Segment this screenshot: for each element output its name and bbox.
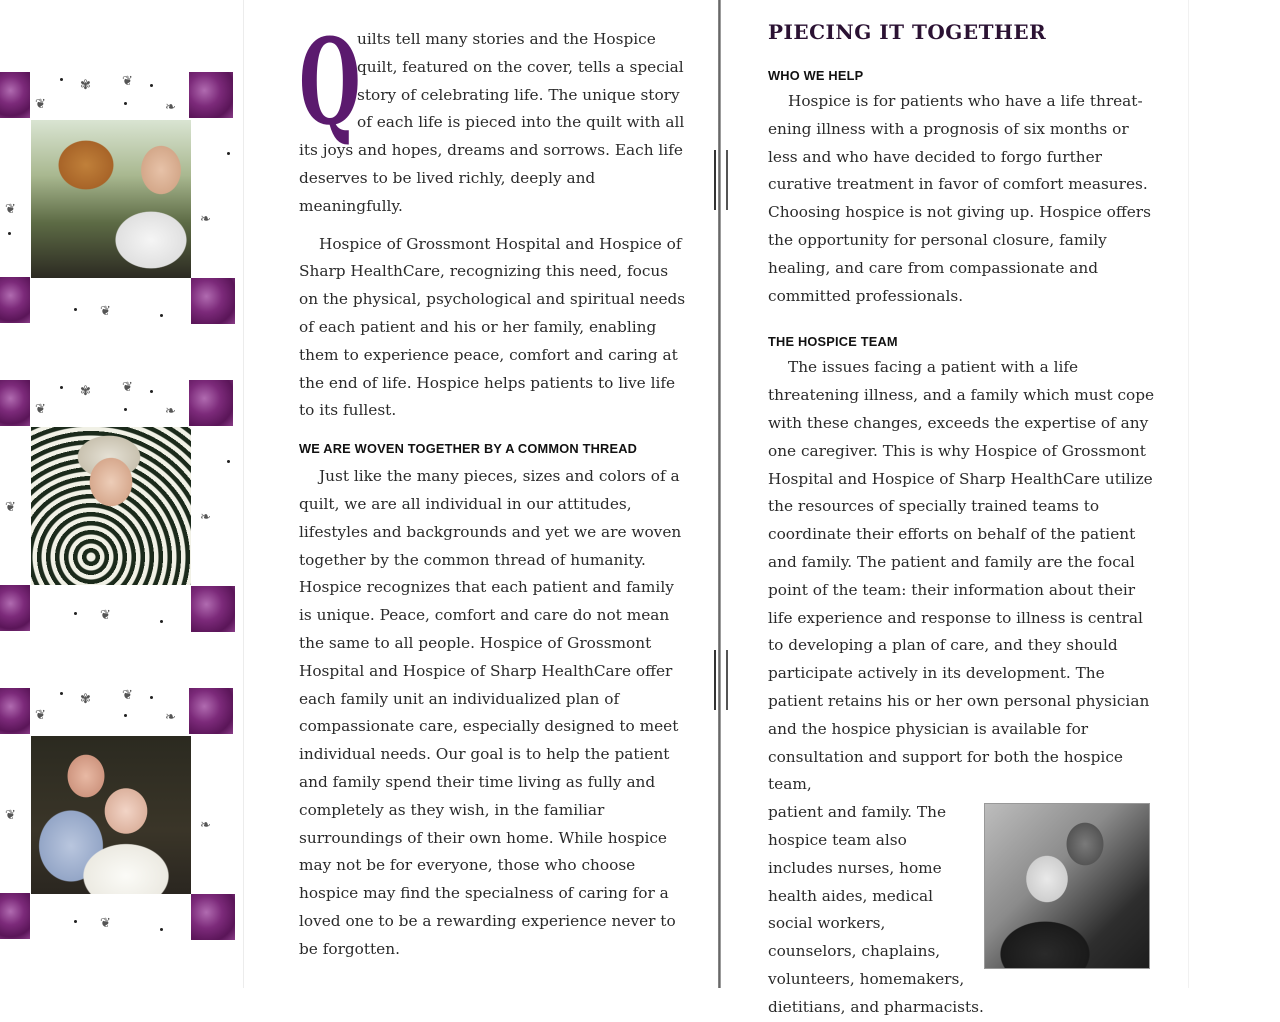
dot xyxy=(227,460,230,463)
quilt-patch xyxy=(189,72,233,118)
quilt-patch xyxy=(189,688,233,734)
quilt-patch xyxy=(0,72,30,118)
quilt-block-3 xyxy=(0,688,236,946)
dot xyxy=(60,386,63,389)
dot xyxy=(160,620,163,623)
dot xyxy=(150,696,153,699)
photo-team-embrace xyxy=(984,803,1150,969)
quilt-patch xyxy=(191,278,235,324)
leaf-motif-icon: ❧ xyxy=(200,510,211,525)
hospice-team-paragraph: The issues facing a patient with a life threatening illness, and a family which must cope with these changes, exceeds the expertise of any one caregiver. This is why Hospice of Grossmont Hospital and Hospice of Sharp HealthCare utilize the resources of specially trained teams to coordinate their efforts on behalf of the patient and family. The patient and family are the focal point of the team: their information about their life experience and response to illness is central to developing a plan of care, and they should participate actively in its development. The patient retains his or her own personal physician and the hospice physician is available for consultation and support for both the hospice team, xyxy=(768,358,1155,794)
dot xyxy=(74,308,77,311)
leaf-motif-icon: ❧ xyxy=(200,212,211,227)
leaf-motif-icon: ❦ xyxy=(100,304,111,319)
dot xyxy=(227,152,230,155)
quilt-patch xyxy=(0,688,30,734)
dot xyxy=(160,928,163,931)
section-heading-woven: WE ARE WOVEN TOGETHER BY A COMMON THREAD xyxy=(299,441,638,457)
leaf-motif-icon: ❦ xyxy=(35,708,46,723)
quilt-patch xyxy=(0,585,30,631)
leaf-motif-icon: ✾ xyxy=(80,692,91,707)
dot xyxy=(74,612,77,615)
leaf-motif-icon: ❧ xyxy=(165,404,176,419)
drop-cap: Q xyxy=(299,12,361,151)
leaf-motif-icon: ✾ xyxy=(80,384,91,399)
photo-elderly-woman xyxy=(31,427,191,585)
hospice-team-members: patient and family. The hospice team also includes nurses, home health aides, medical social workers, counselors, chaplains, volunteers, homemakers, dietitians, and pharmacists. xyxy=(768,803,984,1016)
section-heading-who-we-help: WHO WE HELP xyxy=(768,68,864,83)
panel-divider xyxy=(243,0,244,988)
leaf-motif-icon: ❦ xyxy=(100,608,111,623)
photo-hand-kiss xyxy=(31,120,191,278)
leaf-motif-icon: ❦ xyxy=(5,202,16,217)
leaf-motif-icon: ❦ xyxy=(35,97,46,112)
who-we-help-paragraph: Hospice is for patients who have a life threat-ening illness with a prognosis of six months or less and who have decided to forgo further curative treatment in favor of comfort measures. Choosing hospice is not giving up. Hospice offers the opportunity for personal closure, family healing, and care from compassionate and committed professionals. xyxy=(768,92,1151,305)
leaf-motif-icon: ❦ xyxy=(5,500,16,515)
dot xyxy=(124,714,127,717)
photo-elderly-couple xyxy=(31,736,191,894)
dot xyxy=(150,84,153,87)
dot xyxy=(60,78,63,81)
quilt-patch xyxy=(189,380,233,426)
dot xyxy=(74,920,77,923)
right-column xyxy=(768,18,1158,1022)
middle-column xyxy=(299,12,689,964)
leaf-motif-icon: ❦ xyxy=(122,688,133,703)
leaf-motif-icon: ❦ xyxy=(5,808,16,823)
quilt-patch xyxy=(0,380,30,426)
dot xyxy=(124,408,127,411)
dot xyxy=(8,232,11,235)
staple-bottom xyxy=(714,650,728,710)
leaf-motif-icon: ❦ xyxy=(35,402,46,417)
leaf-motif-icon: ❧ xyxy=(165,100,176,115)
page-edge xyxy=(1188,0,1189,988)
dot xyxy=(160,314,163,317)
quilt-patch xyxy=(0,277,30,323)
dot xyxy=(150,390,153,393)
leaf-motif-icon: ❧ xyxy=(165,710,176,725)
mission-paragraph: Hospice of Grossmont Hospital and Hospice of Sharp HealthCare, recognizing this need, focus on the physical, psychological and spiritual needs of each patient and his or her family, enabling them to experience peace, comfort and caring at the end of life. Hospice helps patients to live life to its fullest. xyxy=(299,234,686,420)
quilt-patch xyxy=(191,586,235,632)
leaf-motif-icon: ❧ xyxy=(200,818,211,833)
leaf-motif-icon: ✾ xyxy=(80,78,91,93)
section-heading-hospice-team: THE HOSPICE TEAM xyxy=(768,334,898,350)
dot xyxy=(124,102,127,105)
leaf-motif-icon: ❦ xyxy=(100,916,111,931)
center-fold xyxy=(718,0,721,988)
leaf-motif-icon: ❦ xyxy=(122,74,133,89)
staple-top xyxy=(714,150,728,210)
woven-paragraph: Just like the many pieces, sizes and colors of a quilt, we are all individual in our attitudes, lifestyles and backgrounds and yet we are woven together by the common thread of humanity. Hospice recognizes that each patient and family is unique. Peace, comfort and care do not mean the same to all people. Hospice of Grossmont Hospital and Hospice of Sharp HealthCare offer each family unit an individualized plan of compassionate care, especially designed to meet individual needs. Our goal is to help the patient and family spend their time living as fully and completely as they wish, in the familiar surroundings of their own home. While hospice may not be for everyone, those who choose hospice may find the specialness of caring for a loved one to be a rewarding experience never to be forgotten. xyxy=(299,467,682,958)
quilt-patch xyxy=(191,894,235,940)
quilt-block-1 xyxy=(0,72,236,330)
intro-paragraph: uilts tell many stories and the Hospice quilt, featured on the cover, tells a special story of celebrating life. The unique story of each life is pieced into the quilt with all its joys and hopes, dreams and sorrows. Each life deserves to be lived richly, deeply and meaningfully. xyxy=(299,30,685,215)
quilt-block-2 xyxy=(0,380,236,638)
dot xyxy=(60,692,63,695)
leaf-motif-icon: ❦ xyxy=(122,380,133,395)
page-title: PIECING IT TOGETHER xyxy=(768,20,1047,44)
quilt-patch xyxy=(0,893,30,939)
